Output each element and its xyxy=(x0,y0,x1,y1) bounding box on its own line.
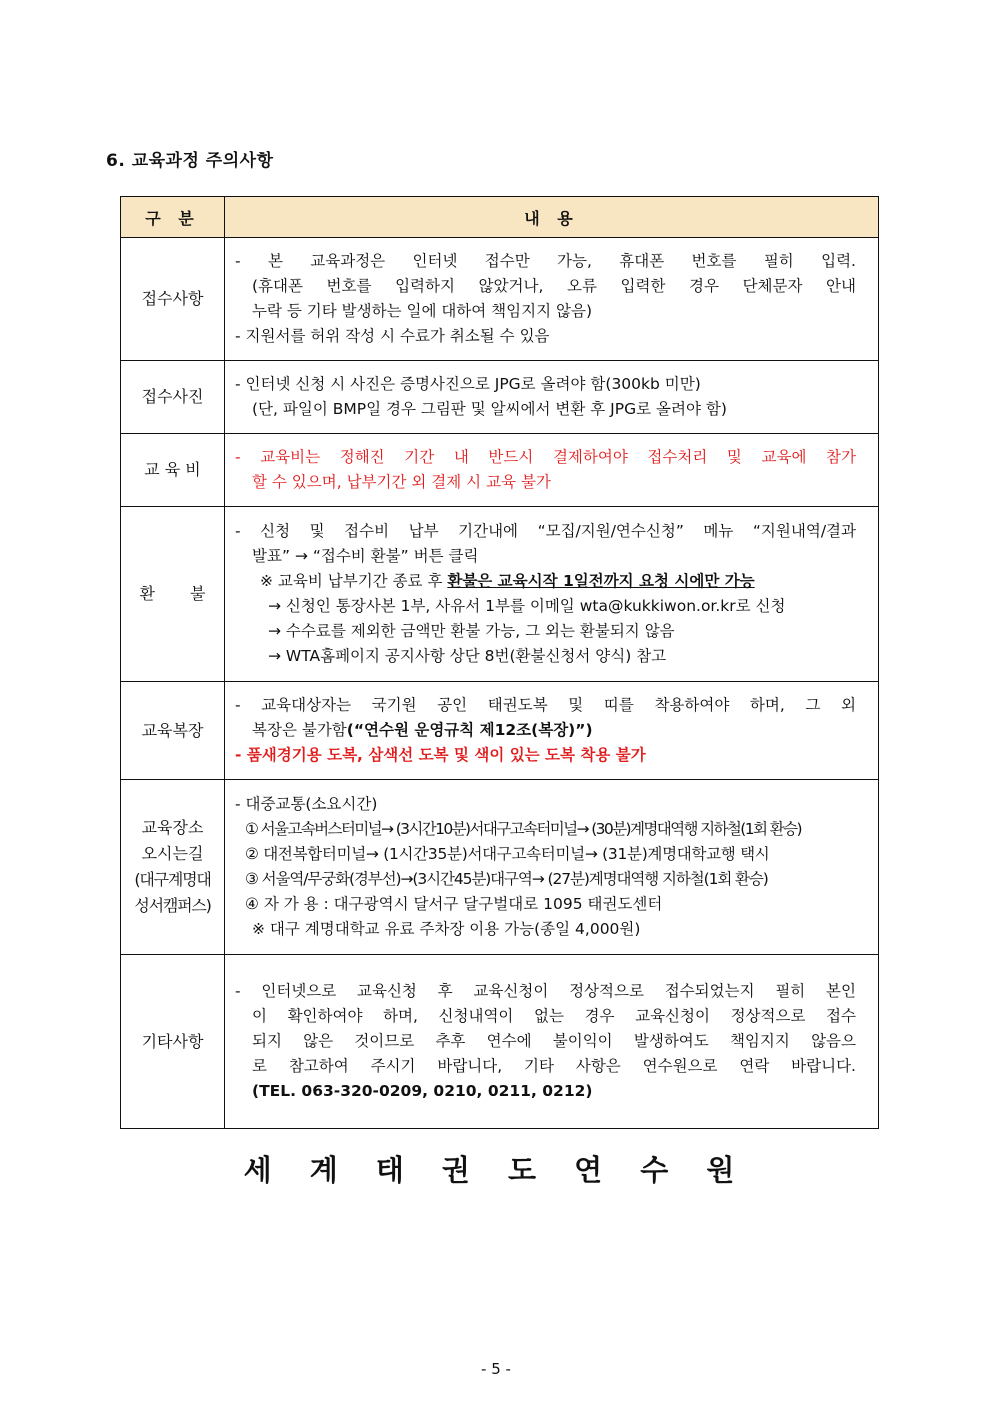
page-number: - 5 - xyxy=(481,1360,511,1378)
row-content xyxy=(225,682,879,780)
table-row xyxy=(121,434,879,507)
row-category: 환 불 xyxy=(121,507,225,682)
content-line: - 품새경기용 도복, 삼색선 도복 및 색이 있는 도복 착용 불가 xyxy=(235,746,646,764)
table-header-row xyxy=(121,197,879,238)
organization-name: 세 계 태 권 도 연 수 원 xyxy=(243,1153,749,1187)
content-line: - 신청 및 접수비 납부 기간내에 “모집/지원/연수신청” 메뉴 “지원내역/결과 xyxy=(235,522,856,540)
header-content: 내 용 xyxy=(225,197,879,238)
content-line: 되지 않은 것이므로 추후 연수에 불이익이 발생하여도 책임지지 않음으 xyxy=(252,1032,856,1050)
section-title: 6. 교육과정 주의사항 xyxy=(106,151,274,171)
table-row xyxy=(121,682,879,780)
row-category: 기타사항 xyxy=(121,955,225,1129)
row-content xyxy=(225,434,879,507)
row-category: 교육복장 xyxy=(121,682,225,780)
content-line: ③ 서울역/무궁화(경부선)→(3시간45분)대구역→ (27분)계명대역행 지하철(1회 환승) xyxy=(245,870,768,888)
table-row xyxy=(121,361,879,434)
content-line: - 대중교통(소요시간) xyxy=(235,795,378,813)
category-line: (대구계명대 xyxy=(134,870,211,889)
content-line: 발표” → “접수비 환불” 버튼 클릭 xyxy=(252,547,479,565)
content-line: 이 확인하여야 하며, 신청내역이 없는 경우 교육신청이 정상적으로 접수 xyxy=(252,1007,856,1025)
category-line: 성서캠퍼스) xyxy=(134,896,211,915)
table-row xyxy=(121,955,879,1129)
content-line: → 신청인 통장사본 1부, 사유서 1부를 이메일 wta@kukkiwon.or.kr로 신청 xyxy=(268,597,786,615)
row-content xyxy=(225,361,879,434)
content-line: - 교육대상자는 국기원 공인 태권도복 및 띠를 착용하여야 하며, 그 외 xyxy=(235,696,856,714)
content-line: 누락 등 기타 발생하는 일에 대하여 책임지지 않음) xyxy=(252,302,592,320)
content-line xyxy=(235,569,856,594)
category-line: 오시는길 xyxy=(141,844,204,863)
dress-code-rule-ref: (“연수원 운영규칙 제12조(복장)”) xyxy=(346,721,593,739)
row-content xyxy=(225,780,879,955)
notice-table xyxy=(120,196,879,1129)
row-category: 접수사진 xyxy=(121,361,225,434)
content-line: - 본 교육과정은 인터넷 접수만 가능, 휴대폰 번호를 필히 입력. xyxy=(235,252,856,270)
content-line: 로 참고하여 주시기 바랍니다, 기타 사항은 연수원으로 연락 바랍니다. xyxy=(252,1057,856,1075)
table-row xyxy=(121,238,879,361)
row-content xyxy=(225,955,879,1129)
content-line: → 수수료를 제외한 금액만 환불 가능, 그 외는 환불되지 않음 xyxy=(268,622,675,640)
row-category: 접수사항 xyxy=(121,238,225,361)
row-category xyxy=(121,780,225,955)
content-line: ※ 대구 계명대학교 유료 주차장 이용 가능(종일 4,000원) xyxy=(252,920,641,938)
contact-phone: (TEL. 063-320-0209, 0210, 0211, 0212) xyxy=(252,1082,593,1100)
table-row xyxy=(121,507,879,682)
row-content xyxy=(225,238,879,361)
content-line: ① 서울고속버스터미널→ (3시간10분)서대구고속터미널→ (30분)계명대역행 지하철(1회 환승) xyxy=(245,820,801,838)
dress-code-text: 복장은 불가함 xyxy=(252,721,347,739)
content-line: → WTA홈페이지 공지사항 상단 8번(환불신청서 양식) 참고 xyxy=(268,647,667,665)
content-line: - 지원서를 허위 작성 시 수료가 취소될 수 있음 xyxy=(235,327,550,345)
content-line: ② 대전복합터미널→ (1시간35분)서대구고속터미널→ (31분)계명대학교행 택시 xyxy=(245,845,770,863)
refund-deadline-text: 환불은 교육시작 1일전까지 요청 시에만 가능 xyxy=(447,572,755,590)
content-line xyxy=(235,718,856,743)
refund-note-prefix: ※ 교육비 납부기간 종료 후 xyxy=(260,572,448,590)
table-row xyxy=(121,780,879,955)
content-line: 할 수 있으며, 납부기간 외 결제 시 교육 불가 xyxy=(252,473,551,491)
content-line: - 인터넷으로 교육신청 후 교육신청이 정상적으로 접수되었는지 필히 본인 xyxy=(235,982,856,1000)
content-line: (휴대폰 번호를 입력하지 않았거나, 오류 입력한 경우 단체문자 안내 xyxy=(252,277,856,295)
content-line: (단, 파일이 BMP일 경우 그림판 및 알씨에서 변환 후 JPG로 올려야 함) xyxy=(252,400,727,418)
content-line: - 인터넷 신청 시 사진은 증명사진으로 JPG로 올려야 함(300kb 미만) xyxy=(235,375,701,393)
content-line: ④ 자 가 용 : 대구광역시 달서구 달구벌대로 1095 태권도센터 xyxy=(245,895,663,913)
content-line: - 교육비는 정해진 기간 내 반드시 결제하여야 접수처리 및 교육에 참가 xyxy=(235,448,856,466)
header-category: 구 분 xyxy=(121,197,225,238)
row-category: 교 육 비 xyxy=(121,434,225,507)
category-line: 교육장소 xyxy=(141,818,204,837)
row-content xyxy=(225,507,879,682)
